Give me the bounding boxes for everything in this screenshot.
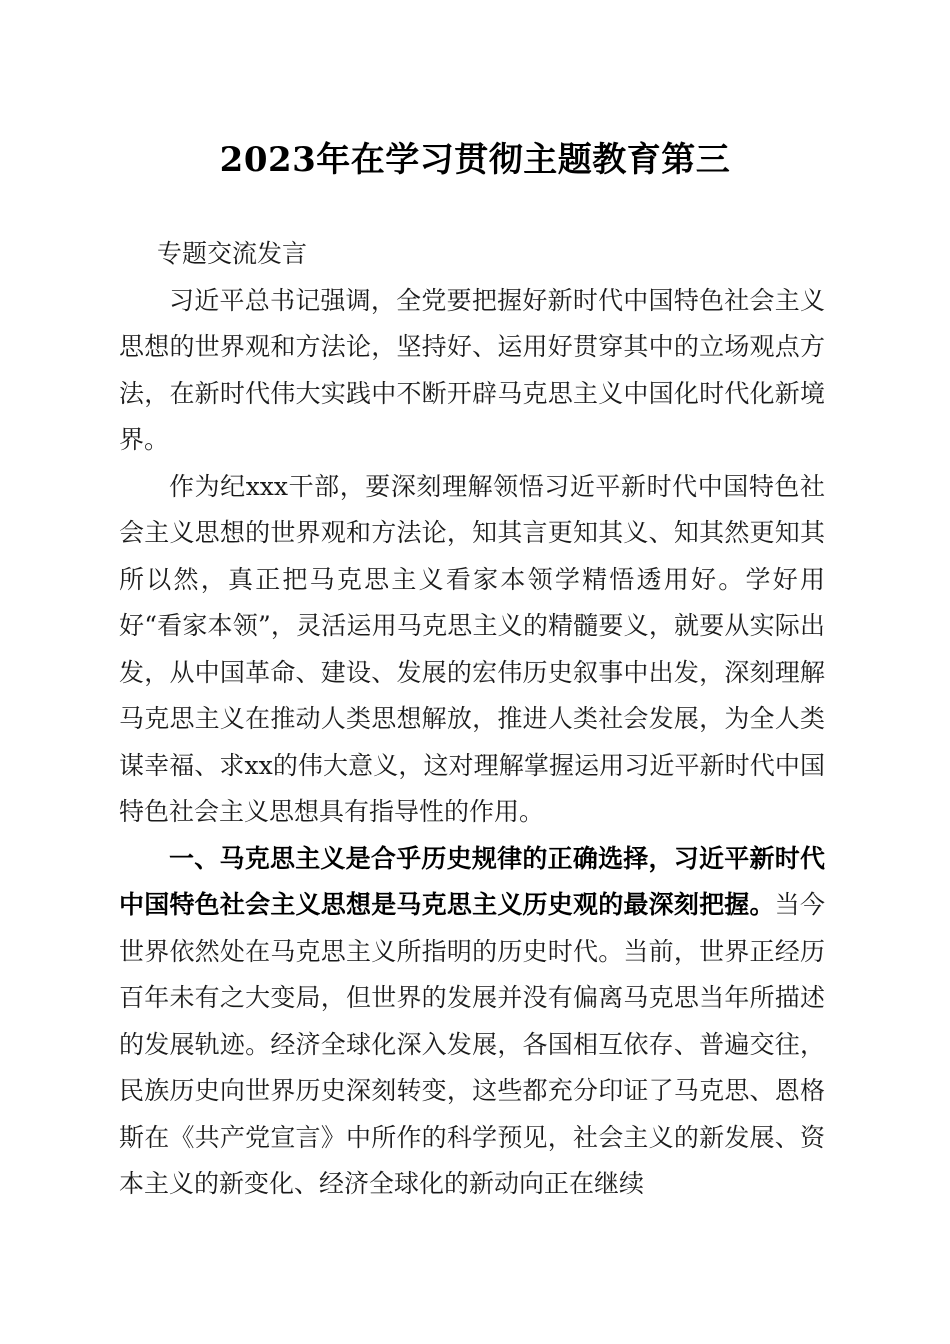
document-title: 2023年在学习贯彻主题教育第三 [219, 140, 731, 180]
section-1-text: 当今世界依然处在马克思主义所指明的历史时代。当前，世界正经历百年未有之大变局，但世界的发展并没有偏离马克思当年所描述的发展轨迹。经济全球化深入发展，各国相互依存、普遍交往，民族历史向世界历史深刻转变，这些都充分印证了马克思、恩格斯在《共产党宣言》中所作的科学预见，社会主义的新发展、资本主义的新变化、经济全球化的新动向正在继续 [119, 890, 825, 1198]
document-subtitle: 专题交流发言 [157, 239, 308, 268]
document-body [119, 231, 825, 1208]
paragraph-intro: 习近平总书记强调，全党要把握好新时代中国特色社会主义思想的世界观和方法论，坚持好、运用好贯穿其中的立场观点方法，在新时代伟大实践中不断开辟马克思主义中国化时代化新境界。 [119, 285, 825, 454]
section-1-paragraph [119, 836, 825, 1208]
section-1-heading: 一、马克思主义是合乎历史规律的正确选择，习近平新时代中国特色社会主义思想是马克思主义历史观的最深刻把握。 [119, 843, 825, 919]
paragraph-cadre: 作为纪xxx干部，要深刻理解领悟习近平新时代中国特色社会主义思想的世界观和方法论，知其言更知其义、知其然更知其所以然，真正把马克思主义看家本领学精悟透用好。学好用好“看家本领”，灵活运用马克思主义的精髓要义，就要从实际出发，从中国革命、建设、发展的宏伟历史叙事中出发，深刻理解马克思主义在推动人类思想解放，推进人类社会发展，为全人类谋幸福、求xx的伟大意义，这对理解掌握运用习近平新时代中国特色社会主义思想具有指导性的作用。 [119, 471, 825, 826]
